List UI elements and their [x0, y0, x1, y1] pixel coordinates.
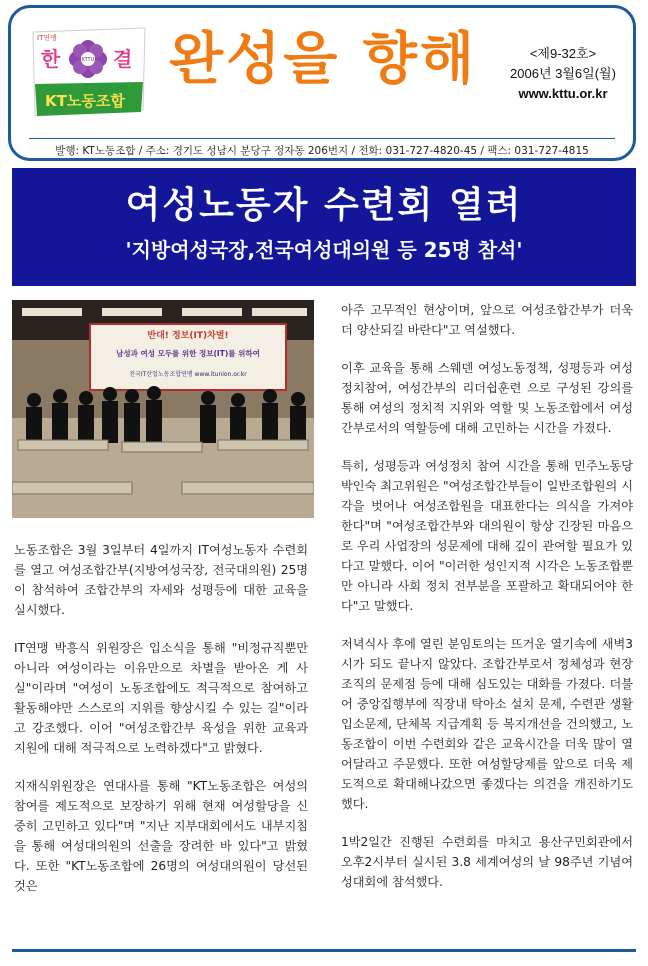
article-paragraph: 특히, 성평등과 여성정치 참여 시간을 통해 민주노동당 박인숙 최고위원은 "여성조합간부들이 일반조합원의 시각을 벗어나 여성조합원을 대표한다는 의식을 가져야 한다"며 "여성조합간부와 대의원이 항상 긴장된 마음으로 우리 사업장의 성문제에 대해 깊이 관여할 필요가 있다고 말했다. 이어 "이러한 성인지적 시각은 노동조합뿐만 아니라 사회 정치 전부분을 포괄하고 확대되어야 한다"고 말했다.: [341, 459, 633, 613]
logo-left-char: 한: [41, 47, 61, 71]
issue-number: <제9-32호>: [529, 46, 597, 61]
article-paragraph: 지재식위원장은 연대사를 통해 "KT노동조합은 여성의 참여를 제도적으로 보장하기 위해 현재 여성할당을 신중히 고민하고 있다"며 "지난 지부대회에서도 내부지침을 통해 여성대의원의 선출을 장려한 바 있다"고 밝혔다. 또한 "KT노동조합에 26명의 여성대의원이 당선된 것은: [14, 779, 308, 893]
headline: 여성노동자 수련회 열려: [125, 185, 523, 226]
footer-divider: [12, 949, 636, 952]
article-paragraph: 저녁식사 후에 열린 분임토의는 뜨거운 열기속에 새벽3시가 되도 끝나지 않았다. 조합간부로서 정체성과 현장조직의 문제점 등에 대해 심도있는 대화를 가졌다. 더불어 중앙집행부에 직장내 탁아소 설치 문제, 수련관 생활입소문제, 단체복 지급계획 등 복지개선을 건의했고, 노동조합이 이번 수련회와 같은 교육시간을 더욱 많이 열어달라고 주문했다. 또한 여성할당제를 앞으로 더욱 제도적으로 확대해나갔으면 좋겠다는 의견을 개진하기도 했다.: [341, 637, 633, 811]
photo-banner-line2: 남성과 여성 모두를 위한 정보(IT)를 위하여: [116, 349, 260, 358]
article-column-right: [341, 300, 633, 910]
logo-flag-text: KT노동조합: [45, 92, 125, 110]
issue-block: [493, 44, 633, 104]
article-paragraph: 아주 고무적인 현상이며, 앞으로 여성조합간부가 더욱더 양산되길 바란다"고 역설했다.: [341, 303, 633, 337]
article-paragraph: 이후 교육을 통해 스웨덴 여성노동정책, 성평등과 여성정치참여, 여성간부의 리더쉽훈련 으로 구성된 강의를 통해 여성의 정치적 지위와 역할 및 노동조합에서 여성간부로서의 역할등에 대해 고민하는 시간을 가졌다.: [341, 361, 633, 435]
photo-banner-line3: 전국IT산업노동조합연맹 www.itunion.or.kr: [129, 371, 247, 378]
logo-emblem-text: KTTU: [81, 57, 95, 63]
subheadline: '지방여성국장,전국여성대의원 등 25명 참석': [125, 238, 523, 262]
newsletter-title: 완성을 향해: [169, 27, 477, 92]
kttu-flag-logo: [27, 26, 149, 118]
logo-corner-text: IT연맹: [37, 34, 57, 42]
event-photo: [12, 300, 314, 518]
article-column-left: [14, 540, 308, 914]
article-paragraph: 1박2일간 진행된 수련회를 마치고 용산구민회관에서 오후2시부터 실시된 3.8 세계여성의 날 98주년 기념여성대회에 참석했다.: [341, 835, 633, 889]
issue-date: 2006년 3월6일(월): [510, 66, 616, 81]
website-url: www.kttu.or.kr: [518, 86, 608, 101]
photo-banner-line1: 반대! 정보(IT)차별!: [147, 331, 229, 341]
event-photo-illustration: [12, 300, 314, 518]
headline-banner: [12, 168, 636, 286]
masthead: [8, 5, 636, 161]
publisher-address: 발행: KT노동조합 / 주소: 경기도 성남시 분당구 정자동 206번지 / 전화: 031-727-4820-45 / 팩스: 031-727-4815: [29, 138, 615, 158]
article-paragraph: 노동조합은 3월 3일부터 4일까지 IT여성노동자 수련회를 열고 여성조합간부(지방여성국장, 전국대의원) 25명이 참석하여 조합간부의 자세와 성평등에 대한 교육을 실시했다.: [14, 543, 308, 617]
article-paragraph: IT연맹 박흥식 위원장은 입소식을 통해 "비정규직뿐만 아니라 여성이라는 이유만으로 차별을 받아온 게 사실"이라며 "여성이 노동조합에도 적극적으로 참여하고 활동해야만 스스로의 지위를 향상시킬 수 있는 길"이라고 강조했다. 이어 "여성조합간부 육성을 위한 교육과 지원에 대해 적극적으로 노력하겠다"고 밝혔다.: [14, 641, 308, 755]
logo-right-char: 결: [113, 47, 133, 71]
